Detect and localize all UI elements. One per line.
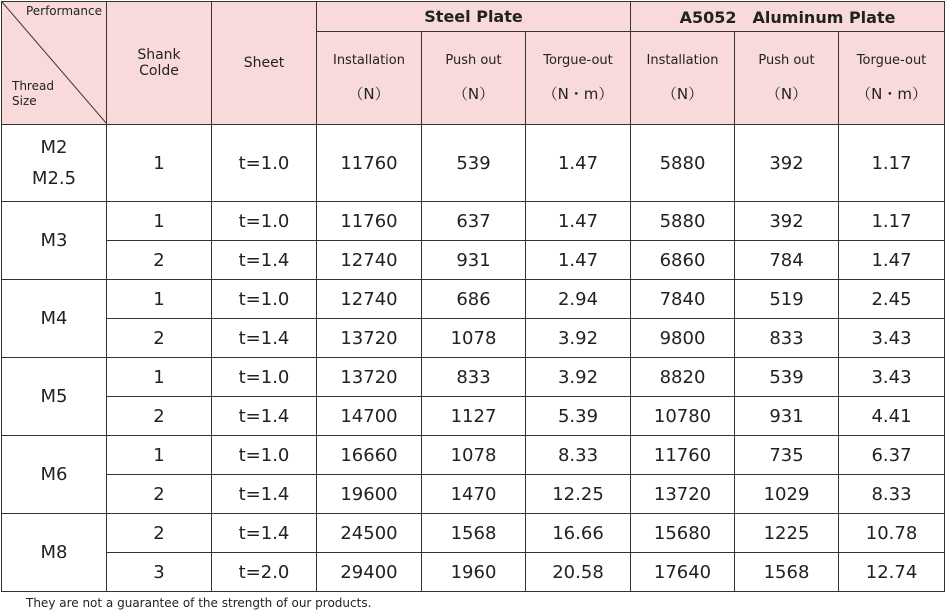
column-unit: （N） — [661, 84, 704, 103]
aluminum-torque-out-cell: 3.43 — [839, 319, 945, 358]
aluminum-push-out-cell: 392 — [735, 125, 839, 202]
sheet-thickness-cell: t=1.4 — [212, 397, 317, 436]
steel-push-out-cell: 1568 — [422, 514, 526, 553]
steel-installation-cell: 12740 — [317, 241, 422, 280]
aluminum-push-out-cell: 1029 — [735, 475, 839, 514]
steel-installation-cell: 29400 — [317, 553, 422, 592]
aluminum-installation-cell: 6860 — [631, 241, 735, 280]
sheet-thickness-cell: t=1.0 — [212, 202, 317, 241]
aluminum-installation-cell: 7840 — [631, 280, 735, 319]
steel-installation-cell: 12740 — [317, 280, 422, 319]
column-label: Installation — [646, 53, 719, 69]
table-row — [2, 436, 945, 475]
aluminum-torque-out-cell: 8.33 — [839, 475, 945, 514]
column-label: Push out — [758, 53, 815, 69]
shank-code-cell: 1 — [107, 358, 212, 397]
thread-size-value: M2 — [40, 136, 68, 158]
aluminum-plate-header: A5052 Aluminum Plate — [631, 2, 945, 32]
aluminum-torque-out-header — [839, 32, 945, 125]
steel-torque-out-cell: 8.33 — [526, 436, 631, 475]
column-label: Torgue-out — [543, 53, 613, 69]
steel-plate-header: Steel Plate — [317, 2, 631, 32]
steel-push-out-cell: 1960 — [422, 553, 526, 592]
aluminum-push-out-header — [735, 32, 839, 125]
aluminum-push-out-cell: 735 — [735, 436, 839, 475]
sheet-thickness-cell: t=1.4 — [212, 241, 317, 280]
steel-torque-out-cell: 3.92 — [526, 358, 631, 397]
aluminum-torque-out-cell: 10.78 — [839, 514, 945, 553]
thread-size-cell — [2, 125, 107, 202]
thread-size-cell — [2, 514, 107, 592]
aluminum-torque-out-cell: 2.45 — [839, 280, 945, 319]
aluminum-installation-cell: 17640 — [631, 553, 735, 592]
table-row — [2, 319, 945, 358]
steel-push-out-cell: 1127 — [422, 397, 526, 436]
steel-torque-out-cell: 20.58 — [526, 553, 631, 592]
performance-table — [1, 1, 945, 592]
table-row — [2, 241, 945, 280]
column-unit: （N・m） — [542, 84, 614, 103]
column-unit: （N・m） — [856, 84, 927, 103]
thread-size-cell — [2, 280, 107, 358]
steel-push-out-cell: 931 — [422, 241, 526, 280]
column-unit: （N） — [452, 84, 495, 103]
sheet-thickness-cell: t=1.0 — [212, 436, 317, 475]
table-row — [2, 358, 945, 397]
steel-installation-header — [317, 32, 422, 125]
steel-push-out-cell: 539 — [422, 125, 526, 202]
steel-installation-cell: 16660 — [317, 436, 422, 475]
aluminum-push-out-cell: 539 — [735, 358, 839, 397]
aluminum-installation-cell: 11760 — [631, 436, 735, 475]
aluminum-push-out-cell: 1568 — [735, 553, 839, 592]
table-row — [2, 475, 945, 514]
aluminum-torque-out-cell: 12.74 — [839, 553, 945, 592]
shank-code-header: Shank Colde — [107, 2, 212, 125]
steel-torque-out-header — [526, 32, 631, 125]
disclaimer-note: They are not a guarantee of the strength of our products. — [26, 596, 372, 610]
sheet-header: Sheet — [212, 2, 317, 125]
aluminum-torque-out-cell: 1.17 — [839, 202, 945, 241]
table-row — [2, 514, 945, 553]
aluminum-installation-cell: 15680 — [631, 514, 735, 553]
thread-size-value: M6 — [40, 463, 68, 485]
steel-torque-out-cell: 1.47 — [526, 202, 631, 241]
aluminum-push-out-cell: 931 — [735, 397, 839, 436]
steel-torque-out-cell: 16.66 — [526, 514, 631, 553]
aluminum-push-out-cell: 833 — [735, 319, 839, 358]
aluminum-push-out-cell: 519 — [735, 280, 839, 319]
shank-code-cell: 2 — [107, 514, 212, 553]
column-label: Installation — [332, 53, 405, 69]
aluminum-push-out-cell: 392 — [735, 202, 839, 241]
aluminum-installation-cell: 9800 — [631, 319, 735, 358]
steel-installation-cell: 11760 — [317, 202, 422, 241]
steel-torque-out-cell: 3.92 — [526, 319, 631, 358]
table-row — [2, 553, 945, 592]
aluminum-installation-cell: 8820 — [631, 358, 735, 397]
thread-size-value: M5 — [40, 385, 68, 407]
shank-code-cell: 2 — [107, 475, 212, 514]
thread-size-value: M4 — [40, 307, 68, 329]
shank-code-cell: 3 — [107, 553, 212, 592]
column-unit: （N） — [765, 84, 808, 103]
sheet-thickness-cell: t=2.0 — [212, 553, 317, 592]
thread-size-cell — [2, 358, 107, 436]
steel-push-out-header — [422, 32, 526, 125]
steel-torque-out-cell: 5.39 — [526, 397, 631, 436]
steel-push-out-cell: 686 — [422, 280, 526, 319]
sheet-thickness-cell: t=1.0 — [212, 280, 317, 319]
shank-code-cell: 1 — [107, 202, 212, 241]
steel-installation-cell: 13720 — [317, 319, 422, 358]
sheet-thickness-cell: t=1.4 — [212, 514, 317, 553]
steel-torque-out-cell: 12.25 — [526, 475, 631, 514]
sheet-thickness-cell: t=1.0 — [212, 125, 317, 202]
thread-size-cell — [2, 202, 107, 280]
table-row — [2, 125, 945, 202]
shank-code-cell: 1 — [107, 280, 212, 319]
aluminum-push-out-cell: 1225 — [735, 514, 839, 553]
aluminum-installation-cell: 10780 — [631, 397, 735, 436]
aluminum-torque-out-cell: 1.47 — [839, 241, 945, 280]
steel-installation-cell: 19600 — [317, 475, 422, 514]
steel-push-out-cell: 1470 — [422, 475, 526, 514]
performance-label: Performance — [25, 4, 102, 18]
aluminum-torque-out-cell: 6.37 — [839, 436, 945, 475]
column-label: Torgue-out — [856, 53, 927, 69]
corner-header-cell — [2, 2, 107, 125]
thread-size-value: M3 — [40, 229, 68, 251]
steel-push-out-cell: 833 — [422, 358, 526, 397]
aluminum-torque-out-cell: 1.17 — [839, 125, 945, 202]
shank-code-cell: 1 — [107, 436, 212, 475]
steel-installation-cell: 11760 — [317, 125, 422, 202]
column-label: Push out — [445, 53, 502, 69]
thread-size-label: Thread Size — [12, 79, 54, 108]
steel-installation-cell: 24500 — [317, 514, 422, 553]
aluminum-torque-out-cell: 3.43 — [839, 358, 945, 397]
aluminum-installation-header — [631, 32, 735, 125]
steel-installation-cell: 14700 — [317, 397, 422, 436]
steel-push-out-cell: 1078 — [422, 436, 526, 475]
steel-torque-out-cell: 1.47 — [526, 241, 631, 280]
shank-code-cell: 1 — [107, 125, 212, 202]
steel-push-out-cell: 1078 — [422, 319, 526, 358]
shank-code-cell: 2 — [107, 241, 212, 280]
steel-torque-out-cell: 2.94 — [526, 280, 631, 319]
sheet-thickness-cell: t=1.0 — [212, 358, 317, 397]
shank-code-cell: 2 — [107, 397, 212, 436]
thread-size-cell — [2, 436, 107, 514]
steel-installation-cell: 13720 — [317, 358, 422, 397]
thread-size-value: M8 — [40, 541, 68, 563]
aluminum-push-out-cell: 784 — [735, 241, 839, 280]
table-row — [2, 397, 945, 436]
aluminum-installation-cell: 5880 — [631, 125, 735, 202]
aluminum-installation-cell: 5880 — [631, 202, 735, 241]
column-unit: （N） — [348, 84, 390, 103]
table-row — [2, 202, 945, 241]
steel-torque-out-cell: 1.47 — [526, 125, 631, 202]
aluminum-installation-cell: 13720 — [631, 475, 735, 514]
steel-push-out-cell: 637 — [422, 202, 526, 241]
aluminum-torque-out-cell: 4.41 — [839, 397, 945, 436]
thread-size-value: M2.5 — [31, 168, 77, 189]
table-row — [2, 280, 945, 319]
sheet-thickness-cell: t=1.4 — [212, 475, 317, 514]
sheet-thickness-cell: t=1.4 — [212, 319, 317, 358]
shank-code-cell: 2 — [107, 319, 212, 358]
